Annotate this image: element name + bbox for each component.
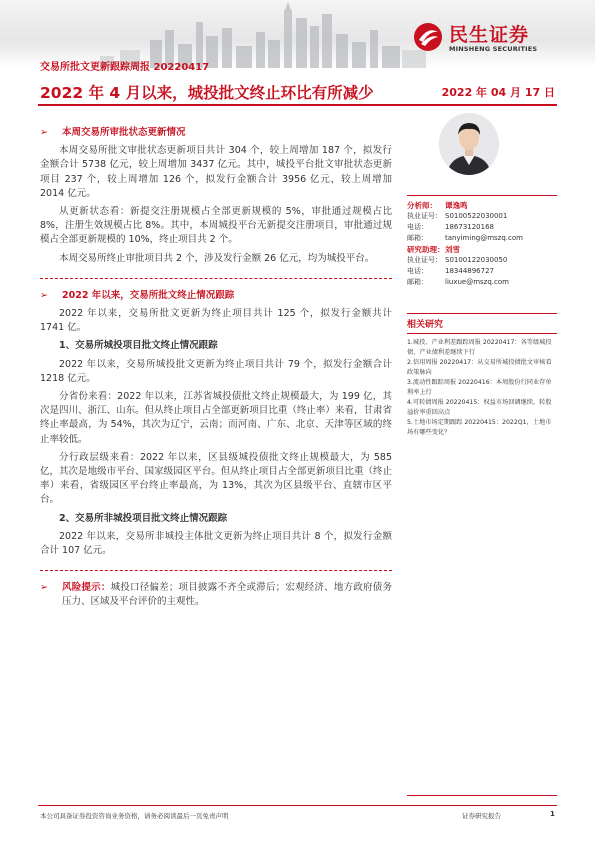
paragraph: 从更新状态看：新提交注册规模占全部更新规模的 5%，审批通过规模占比 8%，注册生效规模占比 8%。其中，本周城投平台无新提交注册项目，审批通过规模占全部更新规模的 10%，终止项目共 2 个。 (40, 206, 392, 246)
section-heading: ➢ 本周交易所审批状态更新情况 (40, 126, 392, 140)
minsheng-logo-icon (413, 22, 443, 52)
section-termination-tracking (40, 289, 392, 558)
paragraph: 本周交易所终止审批项目共 2 个，涉及发行金额 26 亿元，均为城投平台。 (59, 252, 375, 264)
subsection-heading: 1、交易所城投项目批文终止情况跟踪 (59, 340, 218, 352)
report-date: 2022 年 04 月 17 日 (441, 86, 555, 99)
paragraph: 2022 年以来，交易所非城投主体批文更新为终止项目共计 8 个，拟发行金额合计 107 亿元。 (40, 530, 392, 557)
analyst-row: 电话： 18344896727 (407, 267, 494, 275)
paragraph: 本周交易所批文审批状态更新项目共计 304 个，较上周增加 187 个，拟发行金额合计 5738 亿元，较上周增加 3437 亿元。其中，城投平台批文审批状态更新项目 237 个，较上周增加 126 个，拟发行金额合计 3956 亿元，较上周增加 2014 亿元。 (40, 145, 392, 199)
sidebar (407, 113, 557, 438)
footer-report-type: 证券研究报告 (462, 812, 501, 820)
section-weekly-status (40, 126, 392, 266)
related-item[interactable]: 3.流动性跟踪周报 20220416：本周股份行同业存单利率上行 (407, 379, 552, 396)
brand-name-cn: 民生证券 (449, 24, 530, 46)
analyst-row: 邮箱： tanyiming@mszq.com (407, 234, 523, 242)
related-research-heading: 相关研究 (407, 313, 557, 330)
section-heading: ➢ 2022 年以来，交易所批文终止情况跟踪 (40, 289, 392, 303)
page-title: 2022 年 4 月以来，城投批文终止环比有所减少 (40, 84, 374, 102)
brand-logo (413, 20, 581, 60)
related-item[interactable]: 2.信用周报 20220417：从交易所城投债批文审核看政策脉向 (407, 359, 552, 376)
arrow-right-icon: ➢ (40, 127, 48, 138)
analyst-row: 电话： 18673120168 (407, 223, 494, 231)
sidebar-bottom-divider (407, 795, 557, 796)
brand-name-en: MINSHENG SECURITIES (449, 45, 538, 53)
analyst-portrait-image (439, 113, 499, 175)
analyst-divider (407, 195, 557, 196)
footer-disclaimer: 本公司具备证券投资咨询业务资格，请务必阅读最后一页免责声明 (40, 812, 229, 820)
section-divider (40, 570, 392, 571)
analyst-row: 邮箱： liuxue@mszq.com (407, 278, 509, 286)
paragraph: 分行政层级来看：2022 年以来，区县级城投债批文终止规模最大，为 585 亿，其次是地级市平台、国家级园区平台。但从终止项目占全部更新项目比重（终止率）来看，省级园区平台终止率最高，为 13%，其次为区县级平台、直辖市区平台。 (40, 451, 392, 506)
main-content (40, 126, 392, 614)
related-research-list (407, 338, 557, 438)
paragraph: 2022 年以来，交易所批文更新为终止项目共计 125 个，拟发行金额共计 1741 亿。 (40, 308, 392, 334)
related-divider (407, 333, 557, 334)
risk-text: 城投口径偏差；项目披露不齐全或滞后；宏观经济、地方政府债务压力、区域及平台评价的主观性。 (62, 582, 392, 608)
related-item[interactable]: 4.可转债周报 20220415：权益市场回调继续，转股溢价率重回高点 (407, 399, 552, 416)
subsection-heading: 2、交易所非城投项目批文终止情况跟踪 (59, 512, 228, 524)
footer-divider (38, 805, 557, 806)
arrow-right-icon: ➢ (40, 289, 48, 301)
risk-warning (40, 581, 392, 609)
analyst-row: 分析师： 谭逸鸣 (407, 201, 468, 210)
related-item[interactable]: 5.土地市场定期跟踪 20220415：2022Q1，土地市场有哪些变化？ (407, 419, 552, 436)
paragraph: 2022 年以来，交易所城投批文更新为终止项目共计 79 个，拟发行金额合计 1218 亿元。 (40, 358, 392, 384)
paragraph: 分省份来看：2022 年以来，江苏省城投债批文终止规模最大，为 199 亿，其次是四川、浙江、山东。但从终止项目占全部更新项目比重（终止率）来看，甘肃省终止率最高，为 54%，其次为辽宁，云南；而河南、广东、北京、天津等区域的终止率较低。 (40, 391, 392, 445)
page-number: 1 (550, 810, 555, 818)
analyst-info (407, 200, 557, 288)
report-series: 交易所批文更新跟踪周报 20220417 (40, 62, 210, 73)
related-item[interactable]: 1.城投、产业利差跟踪周报 20220417：各等级城投债、产业债利差继续下行 (407, 339, 552, 356)
analyst-row: 执业证号： S0100522030001 (407, 212, 508, 220)
analyst-row: 执业证号： S0100122030050 (407, 256, 508, 264)
header-divider (38, 104, 557, 106)
arrow-right-icon: ➢ (40, 582, 48, 594)
analyst-photo (439, 113, 499, 175)
analyst-row: 研究助理： 刘雪 (407, 245, 460, 254)
section-divider (40, 278, 392, 279)
risk-label: 风险提示： (62, 582, 111, 594)
